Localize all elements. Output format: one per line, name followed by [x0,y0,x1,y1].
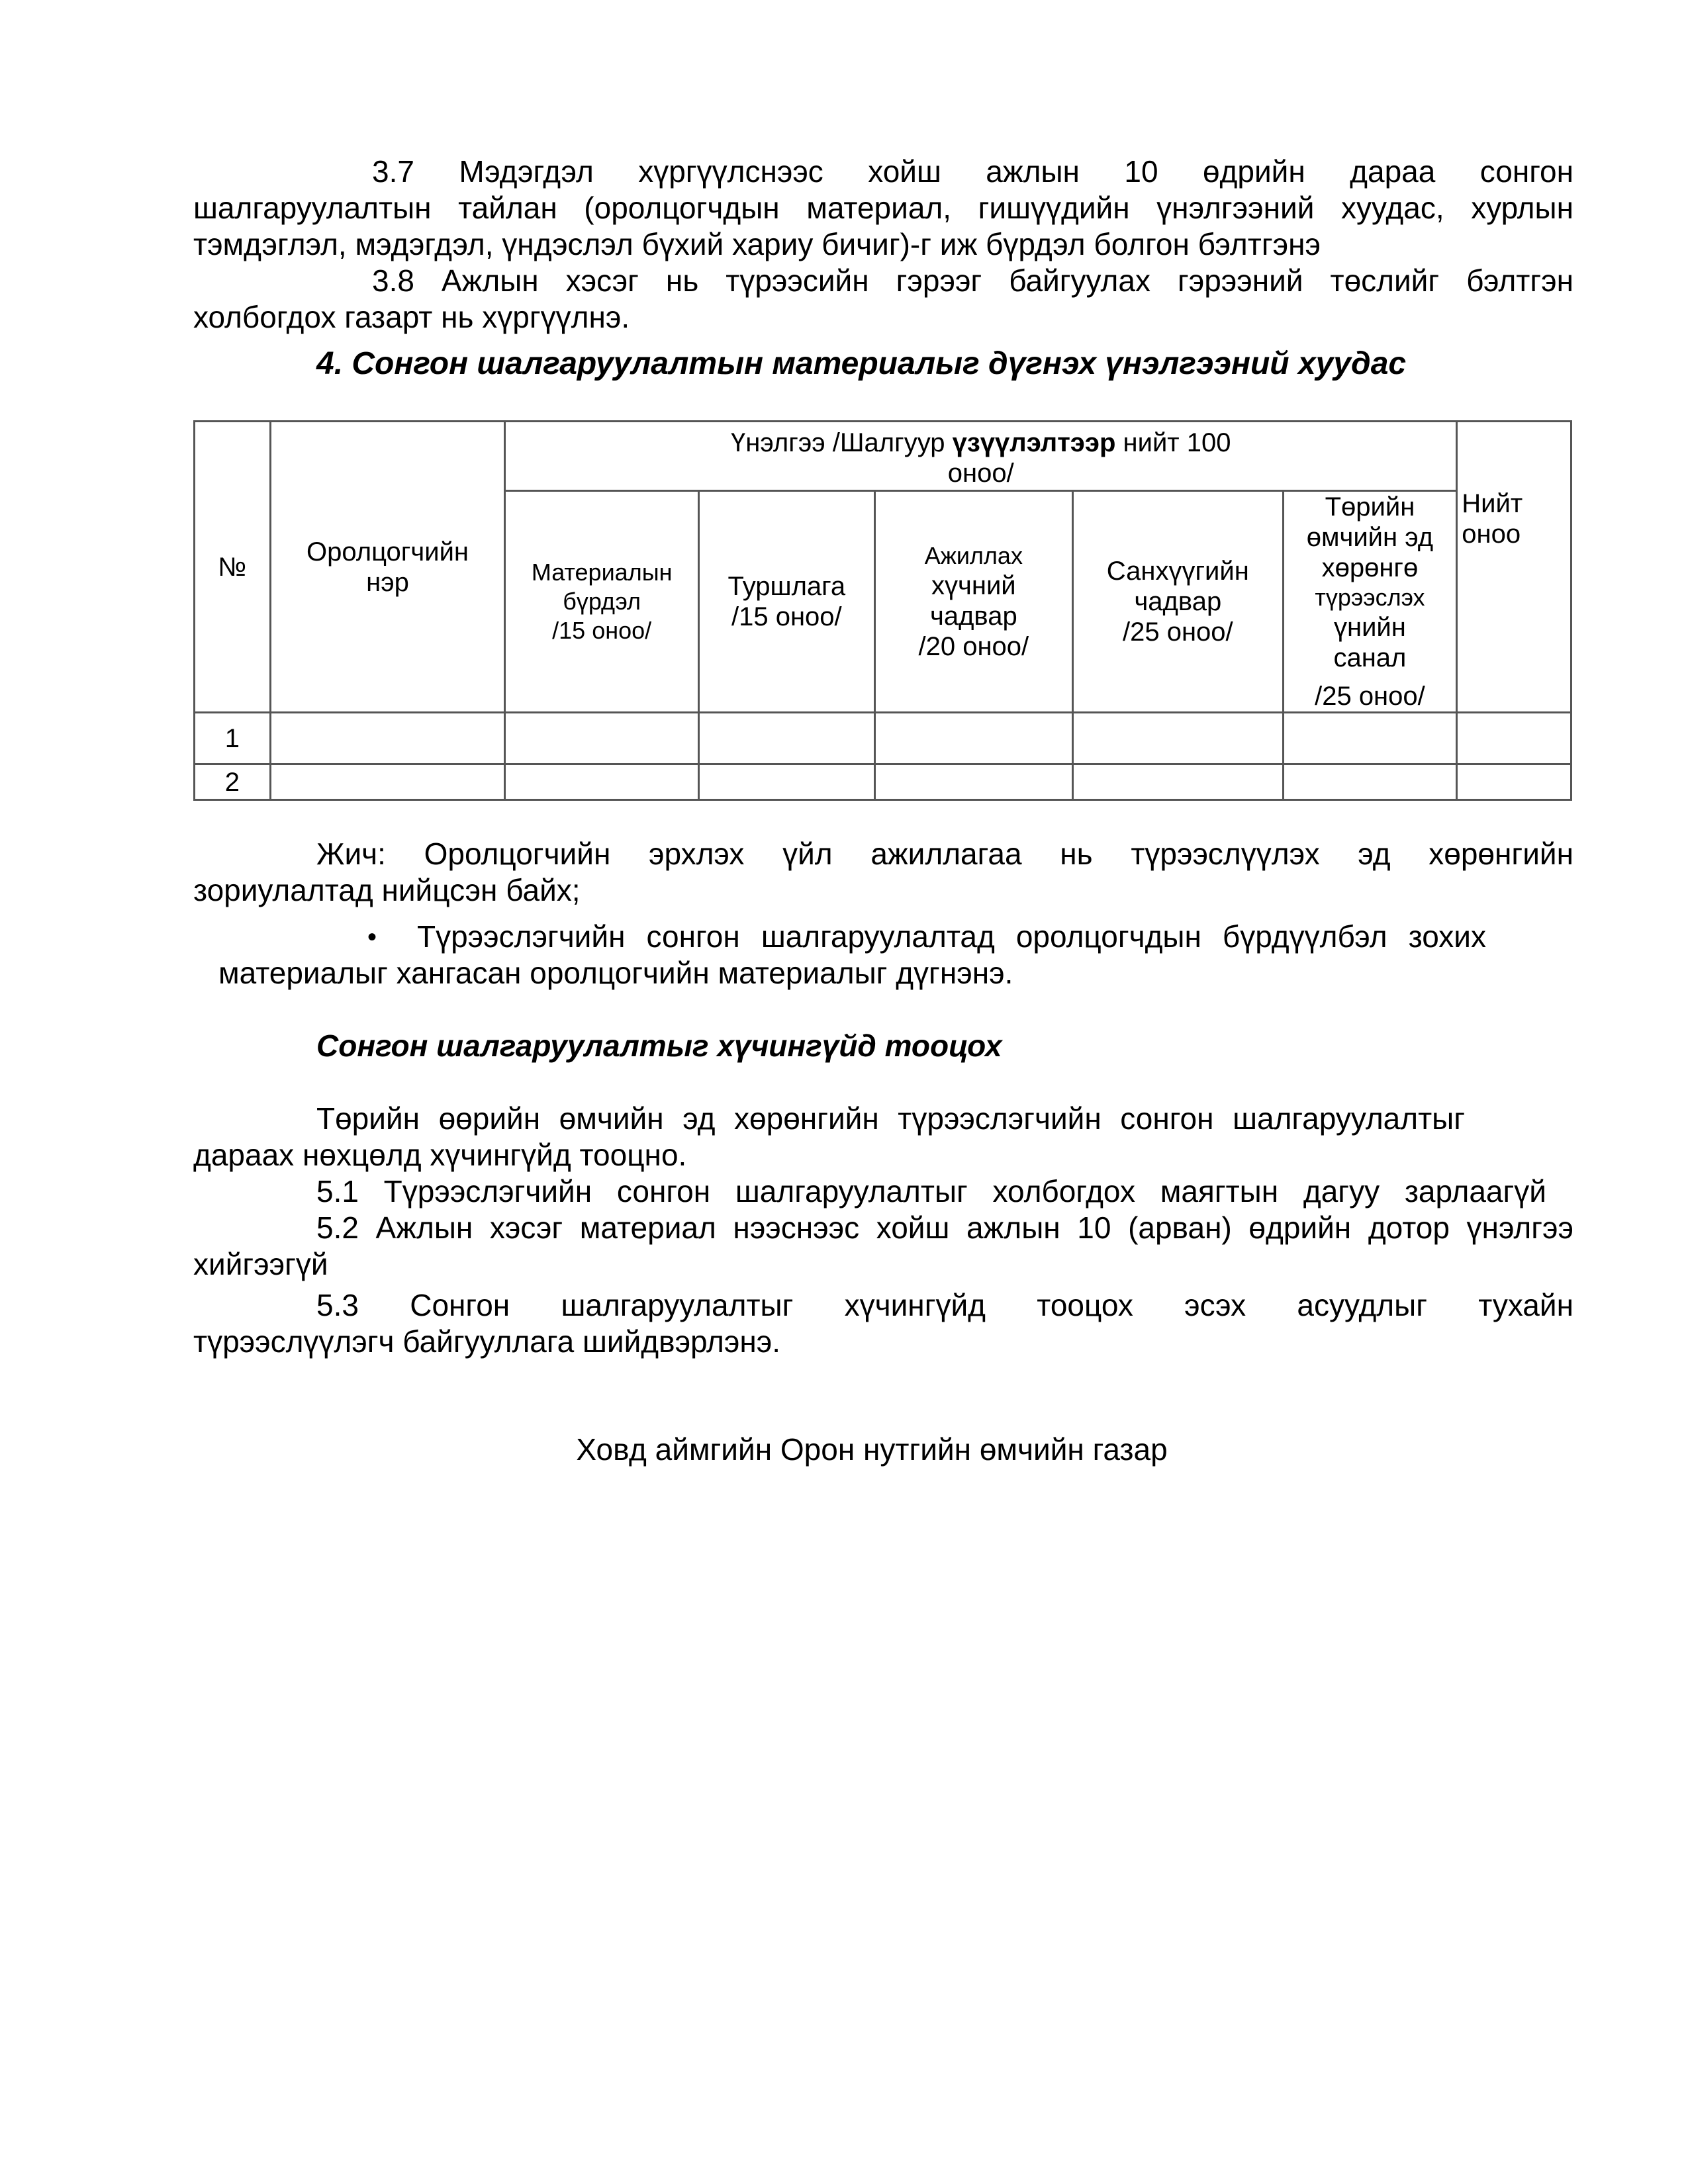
organization-signature: Ховд аймгийн Орон нутгийн өмчийн газар [576,1432,1168,1467]
table-cell [1457,764,1571,800]
table-row [195,764,1571,800]
table-cell [699,764,875,800]
table-cell [505,713,699,764]
header-criteria-text3: оноо/ [947,459,1014,488]
table-cell [1073,764,1284,800]
table-cell [874,713,1072,764]
header-financial-line3: /25 оноо/ [1122,617,1233,647]
section-5-intro-line1: Төрийн өөрийн өмчийн эд хөрөнгийн түрээслэгчийн сонгон шалгаруулалтыг [316,1101,1465,1136]
header-rent-price-line4: түрээслэх [1315,584,1425,611]
row-number: 2 [195,764,271,800]
para-3-8-line2: холбогдох газарт нь хүргүүлнэ. [193,300,630,334]
header-rent-price-line6: санал [1333,643,1407,672]
evaluation-table [193,420,1572,801]
header-rent-price-line5: үнийн [1334,613,1406,642]
header-total-line1: Нийт [1462,489,1523,518]
para-5-1: 5.1 Түрээслэгчийн сонгон шалгаруулалтыг холбогдох маягтын дагуу зарлаагүй [316,1174,1546,1208]
para-5-2-line1: 5.2 Ажлын хэсэг материал нээснээс хойш ажлын 10 (арван) өдрийн дотор үнэлгээ [316,1210,1573,1245]
header-criteria [505,422,1457,491]
header-criteria-text2: нийт 100 [1123,428,1231,457]
note-line1: Жич: Оролцогчийн эрхлэх үйл ажиллагаа нь түрээслүүлэх эд хөрөнгийн [316,837,1573,871]
para-5-2-line2: хийгээгүй [193,1247,328,1281]
para-3-7-line2: шалгаруулалтын тайлан (оролцогчдын материал, гишүүдийн үнэлгээний хуудас, хурлын [193,191,1573,225]
header-materials [505,491,699,713]
header-rent-price-line1: Төрийн [1325,492,1415,522]
header-total [1457,422,1571,713]
table-cell [1073,713,1284,764]
section-5-intro-line2: дараах нөхцөлд хүчингүйд тооцно. [193,1138,687,1172]
table-cell [1283,713,1457,764]
header-materials-line3: /15 оноо/ [552,617,652,644]
header-criteria-bold: үзүүлэлтээр [952,428,1116,457]
header-rent-price-line2: өмчийн эд [1306,523,1434,552]
header-financial [1073,491,1284,713]
header-materials-line1: Материалын [531,559,673,586]
header-experience-line1: Туршлага [727,572,846,601]
section-4-title: 4. Сонгон шалгаруулалтын материалыг дүгнэх үнэлгээний хуудас [316,346,1407,381]
header-workforce-line1: Ажиллах [924,542,1023,569]
header-workforce-line3: чадвар [929,602,1017,631]
header-materials-line2: бүрдэл [563,588,641,615]
header-number: № [195,422,271,713]
table-cell [1283,764,1457,800]
header-experience [699,491,875,713]
header-workforce-line2: хүчний [931,571,1016,600]
para-5-3-line2: түрээслүүлэгч байгууллага шийдвэрлэнэ. [193,1324,781,1359]
para-5-3-line1: 5.3 Сонгон шалгаруулалтыг хүчингүйд тооцох эсэх асуудлыг тухайн [316,1288,1573,1322]
header-participant-name [270,422,505,713]
header-participant-name-line1: Оролцогчийн [306,537,469,567]
section-5-title: Сонгон шалгаруулалтыг хүчингүйд тооцох [316,1028,1002,1063]
row-number: 1 [195,713,271,764]
table-cell [505,764,699,800]
table-cell [270,764,505,800]
note-bullet-line1: Түрээслэгчийн сонгон шалгаруулалтад оролцогчдын бүрдүүлбэл зохих [417,919,1486,954]
para-3-7-line3: тэмдэглэл, мэдэгдэл, үндэслэл бүхий хариу бичиг)-г иж бүрдэл болгон бэлтгэнэ [193,227,1321,261]
bullet-icon: • [367,923,377,952]
header-financial-line2: чадвар [1134,587,1222,616]
table-cell [874,764,1072,800]
note-line2: зориулалтад нийцсэн байх; [193,873,581,907]
para-3-8-line1: 3.8 Ажлын хэсэг нь түрээсийн гэрээг байгуулах гэрээний төслийг бэлтгэн [372,263,1573,298]
header-total-line2: оноо [1462,520,1521,549]
header-financial-line1: Санхүүгийн [1106,557,1249,586]
header-workforce [874,491,1072,713]
table-cell [1457,713,1571,764]
note-bullet-line2: материалыг хангасан оролцогчийн материалыг дүгнэнэ. [218,956,1013,990]
header-rent-price-line7: /25 оноо/ [1315,682,1425,711]
table-cell [699,713,875,764]
para-3-7-line1: 3.7 Мэдэгдэл хүргүүлснээс хойш ажлын 10 өдрийн дараа сонгон [372,154,1573,189]
header-participant-name-line2: нэр [366,567,409,597]
table-row [195,713,1571,764]
header-rent-price-line3: хөрөнгө [1321,553,1419,582]
table-cell [270,713,505,764]
header-criteria-text1: Үнэлгээ /Шалгуур [731,428,945,457]
header-experience-line2: /15 оноо/ [731,602,842,631]
header-rent-price [1283,491,1457,713]
header-workforce-line4: /20 оноо/ [918,632,1029,661]
